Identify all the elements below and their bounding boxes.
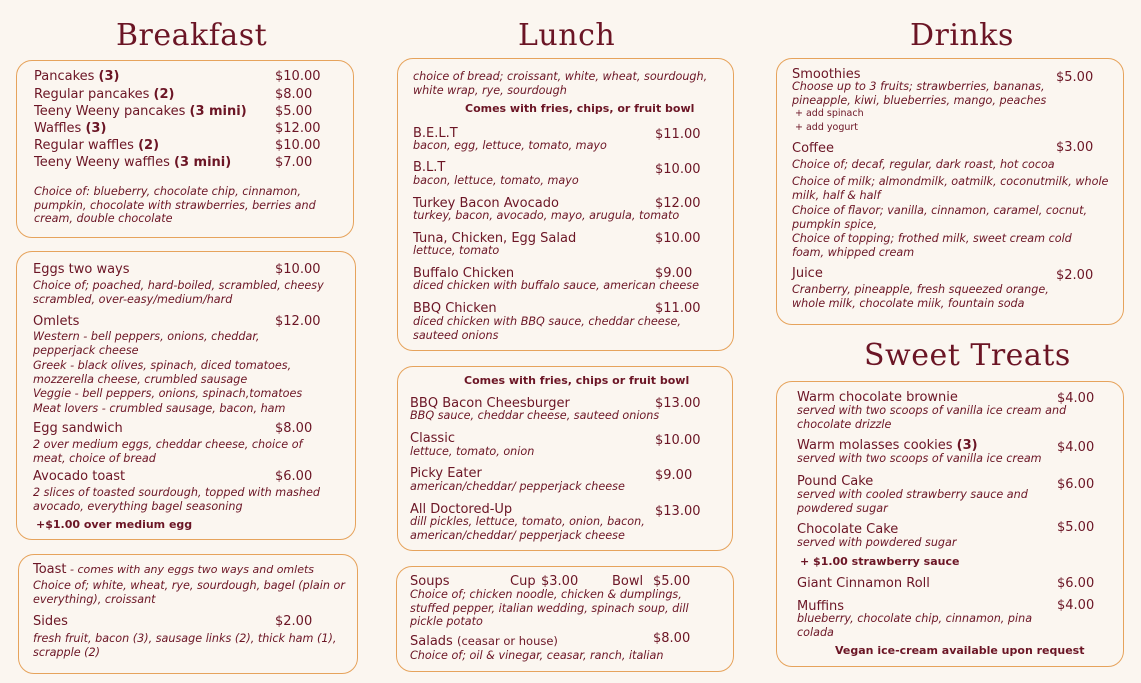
vegan-note: Vegan ice-cream available upon request [835, 644, 1085, 657]
smoothie-addon: + add yogurt [795, 122, 858, 133]
menu-item-name: Warm molasses cookies (3) [797, 438, 978, 453]
menu-item-desc: diced chicken with buffalo sauce, american cheese [413, 279, 699, 292]
eggs-two-ways-name: Eggs two ways [33, 262, 130, 277]
menu-item-name: Chocolate Cake [797, 522, 899, 537]
menu-item-name: Picky Eater [410, 466, 482, 481]
menu-item-name: Regular waffles (2) [34, 138, 160, 153]
bread-choice: choice of bread; croissant, white, wheat, sourdough, white wrap, rye, sourdough [413, 70, 708, 97]
coffee-option: Choice of milk; almondmilk, oatmilk, coconutmilk, whole milk, half & half [792, 175, 1109, 202]
menu-item-desc: served with powdered sugar [797, 536, 957, 549]
menu-item-name: Buffalo Chicken [413, 266, 515, 281]
menu-item-price: $8.00 [275, 87, 313, 102]
cinnamon-roll-price: $6.00 [1057, 576, 1095, 591]
menu-item-name: Teeny Weeny pancakes (3 mini) [34, 104, 247, 119]
egg-sandwich-desc: 2 over medium eggs, cheddar cheese, choice of meat, choice of bread [33, 438, 303, 465]
menu-item-price: $9.00 [655, 266, 693, 281]
muffins-desc: blueberry, chocolate chip, cinnamon, pina colada [797, 612, 1033, 639]
cinnamon-roll-name: Giant Cinnamon Roll [797, 576, 930, 591]
pancake-choice: Choice of: blueberry, chocolate chip, cinnamon, pumpkin, chocolate with strawberries, berries and cream, double chocolate [34, 185, 316, 225]
menu-item-name: Waffles (3) [34, 121, 107, 136]
toast-desc: Choice of; white, wheat, rye, sourdough, bagel (plain or everything), croissant [33, 579, 345, 606]
menu-item-desc: bacon, lettuce, tomato, mayo [413, 174, 579, 187]
menu-item-desc: BBQ sauce, cheddar cheese, sauteed onions [410, 409, 660, 422]
sides-name: Sides [33, 614, 68, 629]
menu-item-price: $10.00 [275, 69, 321, 84]
omelet-option: Greek - black olives, spinach, diced tomatoes, mozzerella cheese, crumbled sausage [33, 359, 292, 386]
menu-item-price: $7.00 [275, 155, 313, 170]
omelet-option: Meat lovers - crumbled sausage, bacon, ham [33, 402, 286, 415]
avocado-toast-name: Avocado toast [33, 469, 126, 484]
menu-item-desc: lettuce, tomato, onion [410, 445, 535, 458]
sandwich-sides-note: Comes with fries, chips, or fruit bowl [465, 102, 695, 115]
smoothie-addon: + add spinach [795, 108, 864, 119]
egg-sandwich-price: $8.00 [275, 421, 313, 436]
menu-item-name: BBQ Chicken [413, 301, 497, 316]
sides-price: $2.00 [275, 614, 313, 629]
soups-name: Soups [410, 574, 450, 589]
salads-price: $8.00 [653, 631, 691, 646]
menu-item-price: $12.00 [655, 196, 701, 211]
coffee-option: Choice of flavor; vanilla, cinnamon, caramel, cocnut, pumpkin spice, [792, 204, 1088, 231]
menu-item-desc: dill pickles, lettuce, tomato, onion, bacon, american/cheddar/ pepperjack cheese [410, 515, 645, 542]
menu-item-name: Classic [410, 431, 455, 446]
menu-item-name: Teeny Weeny waffles (3 mini) [34, 155, 232, 170]
menu-item-price: $5.00 [1057, 520, 1095, 535]
menu-item-name: Turkey Bacon Avocado [413, 196, 559, 211]
menu-item-desc: diced chicken with BBQ sauce, cheddar cheese, sauteed onions [413, 315, 681, 342]
omelet-option: Veggie - bell peppers, onions, spinach,tomatoes [33, 387, 303, 400]
avocado-toast-desc: 2 slices of toasted sourdough, topped with mashed avocado, everything bagel seasoning [33, 486, 320, 513]
avocado-addon: +$1.00 over medium egg [36, 518, 193, 531]
menu-item-name: All Doctored-Up [410, 502, 513, 517]
coffee-name: Coffee [792, 141, 834, 156]
menu-item-price: $11.00 [655, 127, 701, 142]
soup-bowl-label: Bowl [612, 574, 644, 589]
soups-desc: Choice of; chicken noodle, chicken & dumplings, stuffed pepper, italian wedding, spinach soup, dill pickle potato [410, 588, 689, 628]
avocado-toast-price: $6.00 [275, 469, 313, 484]
menu-item-desc: served with cooled strawberry sauce and powdered sugar [797, 488, 1028, 515]
menu-item-name: Warm chocolate brownie [797, 390, 958, 405]
menu-item-price: $6.00 [1057, 477, 1095, 492]
eggs-two-ways-price: $10.00 [275, 262, 321, 277]
coffee-option: Choice of; decaf, regular, dark roast, hot cocoa [792, 158, 1055, 171]
soup-cup-label: Cup [510, 574, 536, 589]
juice-desc: Cranberry, pineapple, fresh squeezed orange, whole milk, chocolate miik, fountain soda [792, 283, 1049, 310]
sides-desc: fresh fruit, bacon (3), sausage links (2), thick ham (1), scrapple (2) [33, 632, 337, 659]
menu-item-price: $10.00 [275, 138, 321, 153]
menu-item-name: Regular pancakes (2) [34, 87, 175, 102]
omelets-price: $12.00 [275, 314, 321, 329]
menu-item-name: B.L.T [413, 160, 446, 175]
coffee-price: $3.00 [1056, 140, 1094, 155]
menu-item-price: $4.00 [1057, 391, 1095, 406]
menu-item-price: $5.00 [275, 104, 313, 119]
smoothies-name: Smoothies [792, 67, 861, 82]
menu-item-desc: american/cheddar/ pepperjack cheese [410, 480, 625, 493]
menu-item-desc: turkey, bacon, avocado, mayo, arugula, tomato [413, 209, 680, 222]
menu-item-price: $13.00 [655, 396, 701, 411]
menu-item-desc: served with two scoops of vanilla ice cream and chocolate drizzle [797, 404, 1067, 431]
coffee-option: Choice of topping; frothed milk, sweet cream cold foam, whipped cream [792, 232, 1072, 259]
menu-item-name: Pound Cake [797, 474, 874, 489]
menu-item-price: $9.00 [655, 468, 693, 483]
menu-item-price: $10.00 [655, 162, 701, 177]
egg-sandwich-name: Egg sandwich [33, 421, 123, 436]
salads-desc: Choice of; oil & vinegar, ceasar, ranch, italian [410, 649, 664, 662]
menu-item-desc: bacon, egg, lettuce, tomato, mayo [413, 139, 607, 152]
muffins-price: $4.00 [1057, 598, 1095, 613]
menu-item-name: B.E.L.T [413, 126, 458, 141]
toast-name: Toast - comes with any eggs two ways and omlets [33, 562, 315, 577]
menu-item-name: BBQ Bacon Cheesburger [410, 396, 570, 411]
menu-item-price: $11.00 [655, 301, 701, 316]
juice-price: $2.00 [1056, 268, 1094, 283]
juice-name: Juice [792, 266, 823, 281]
omelet-option: Western - bell peppers, onions, cheddar, pepperjack cheese [33, 330, 260, 357]
menu-item-price: $12.00 [275, 121, 321, 136]
breakfast-title: Breakfast [116, 18, 268, 53]
salads-name: Salads (ceasar or house) [410, 634, 558, 649]
menu-item-price: $13.00 [655, 504, 701, 519]
soup-bowl-price: $5.00 [653, 574, 691, 589]
menu-item-desc: lettuce, tomato [413, 244, 500, 257]
menu-item-name: Pancakes (3) [34, 69, 120, 84]
drinks-title: Drinks [910, 18, 1014, 53]
menu-item-price: $10.00 [655, 433, 701, 448]
muffins-name: Muffins [797, 599, 845, 614]
menu-item-desc: served with two scoops of vanilla ice cream [797, 452, 1042, 465]
burger-sides-note: Comes with fries, chips or fruit bowl [464, 374, 690, 387]
cake-addon: + $1.00 strawberry sauce [800, 555, 960, 568]
lunch-title: Lunch [518, 18, 616, 53]
menu-item-price: $10.00 [655, 231, 701, 246]
soup-cup-price: $3.00 [541, 574, 579, 589]
omelets-name: Omlets [33, 314, 80, 329]
sweet-treats-title: Sweet Treats [864, 338, 1071, 373]
menu-item-name: Tuna, Chicken, Egg Salad [413, 231, 577, 246]
smoothies-price: $5.00 [1056, 70, 1094, 85]
smoothies-desc: Choose up to 3 fruits; strawberries, bananas, pineapple, kiwi, blueberries, mango, peaches [792, 80, 1047, 107]
eggs-two-ways-desc: Choice of; poached, hard-boiled, scrambled, cheesy scrambled, over-easy/medium/hard [33, 279, 324, 306]
menu-item-price: $4.00 [1057, 440, 1095, 455]
